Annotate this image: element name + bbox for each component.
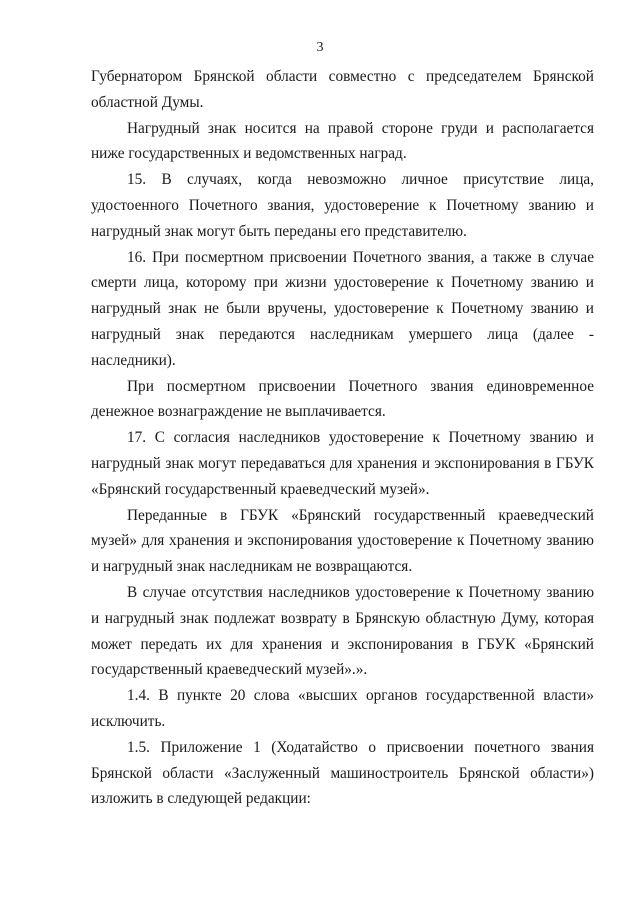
paragraph-item-1-5: 1.5. Приложение 1 (Ходатайство о присвоении почетного звания Брянской области «Заслуженный машиностроитель Брянской области») изложить в следующей редакции: bbox=[91, 738, 594, 808]
paragraph-item-15: 15. В случаях, когда невозможно личное присутствие лица, удостоенного Почетного звания, удостоверение к Почетному званию и нагрудный знак могут быть переданы его представителю. bbox=[91, 171, 594, 240]
page-number: 3 bbox=[316, 40, 324, 55]
paragraph-badge-wearing: Нагрудный знак носится на правой стороне груди и располагается ниже государственных и ведомственных наград. bbox=[91, 119, 594, 163]
paragraph-item-1-4: 1.4. В пункте 20 слова «высших органов государственной власти» исключить. bbox=[91, 687, 594, 730]
document-body bbox=[91, 64, 594, 812]
paragraph-museum-transfer: Переданные в ГБУК «Брянский государственный краеведческий музей» для хранения и экспонирования удостоверение к Почетному званию и нагрудный знак наследникам не возвращаются. bbox=[91, 506, 594, 576]
paragraph-item-16: 16. При посмертном присвоении Почетного звания, а также в случае смерти лица, которому при жизни удостоверение к Почетному званию и нагрудный знак не были вручены, удостоверение к Почетному званию и нагрудный знак передаются наследникам умершего лица (далее - наследники). bbox=[91, 248, 594, 369]
paragraph-posthumous-payment: При посмертном присвоении Почетного звания единовременное денежное вознаграждение не выплачивается. bbox=[91, 377, 594, 421]
paragraph-item-17: 17. С согласия наследников удостоверение к Почетному званию и нагрудный знак могут передаваться для хранения и экспонирования в ГБУК «Брянский государственный краеведческий музей». bbox=[91, 429, 594, 498]
paragraph-no-heirs: В случае отсутствия наследников удостоверение к Почетному званию и нагрудный знак подлежат возврату в Брянскую областную Думу, которая может передать их для хранения и экспонирования в ГБУК «Брянский государственный краеведческий музей».». bbox=[91, 583, 594, 679]
paragraph-continuation: Губернатором Брянской области совместно с председателем Брянской областной Думы. bbox=[91, 68, 594, 111]
